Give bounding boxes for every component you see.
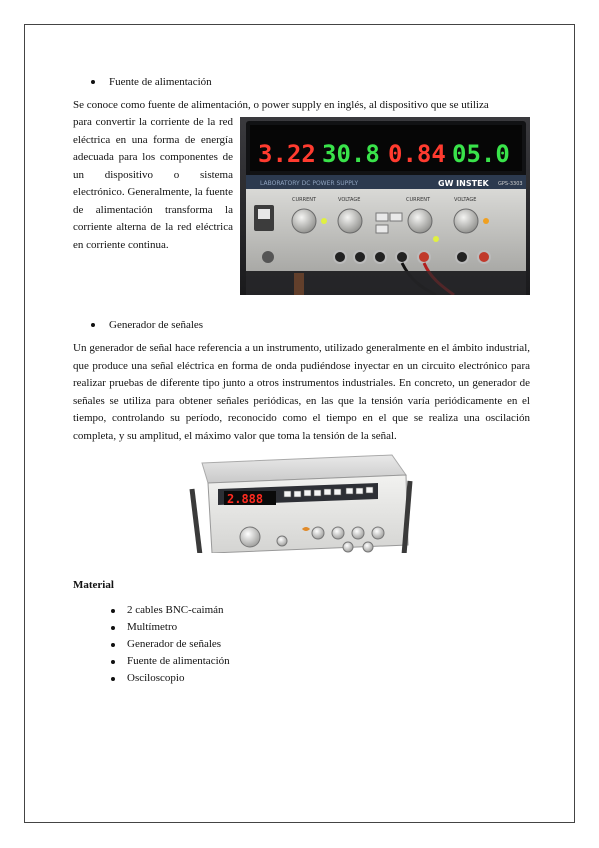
bullet-dot — [91, 80, 95, 84]
ps-display-2: 30.8 — [322, 140, 380, 168]
ps-knob-label-1: CURRENT — [292, 197, 317, 203]
signal-generator-image — [178, 453, 416, 558]
section-title-fuente: Fuente de alimentación — [109, 76, 212, 88]
fuente-description: para convertir la corriente de la red eléctrica en una forma de energía adecuada para los componentes de un dispositivo o sistema electrónico. Generalmente, la fuente de alimentación transforma la corriente alterna de la red eléctrica en corriente continua. — [73, 116, 233, 251]
ps-panel-label: LABORATORY DC POWER SUPPLY — [260, 180, 359, 187]
material-list — [109, 602, 409, 687]
material-item: Osciloscopio — [109, 670, 409, 687]
ps-model: GPS-3303 — [498, 181, 523, 187]
document-page — [24, 24, 575, 823]
section-title-generador: Generador de señales — [109, 319, 204, 331]
ps-display-1: 3.22 — [258, 140, 316, 168]
material-item: Fuente de alimentación — [109, 653, 409, 670]
sg-display: 2.888 — [227, 492, 264, 506]
ps-display-4: 05.0 — [452, 140, 510, 168]
bullet-dot — [91, 323, 95, 327]
ps-knob-label-2: VOLTAGE — [338, 197, 361, 203]
ps-brand: GW INSTEK — [438, 179, 489, 188]
fuente-intro-line: Se conoce como fuente de alimentación, o power supply en inglés, al dispositivo que se utiliza — [73, 99, 489, 111]
material-item: Generador de señales — [109, 636, 409, 653]
material-item: Multímetro — [109, 619, 409, 636]
ps-knob-label-3: CURRENT — [406, 197, 431, 203]
material-heading: Material — [73, 579, 114, 591]
generador-description: Un generador de señal hace referencia a un instrumento, utilizado generalmente en el ámbito industrial, que produce una señal eléctrica en forma de onda pudiéndose inyectar en un circuito electrónico para realizar pruebas de diferente tipo junto a otros instrumentos industriales. En concreto, un generador de señales se utiliza para obtener señales periódicas, en las que la tensión varía periódicamente en el tiempo, controlando su período, reconocido como el tiempo en el que se realiza una oscilación completa, y su amplitud, el máximo valor que toma la tensión de la señal. — [73, 342, 530, 442]
power-supply-image — [240, 117, 530, 295]
ps-knob-label-4: VOLTAGE — [454, 197, 477, 203]
material-item: 2 cables BNC-caimán — [109, 602, 409, 619]
ps-display-3: 0.84 — [388, 140, 446, 168]
